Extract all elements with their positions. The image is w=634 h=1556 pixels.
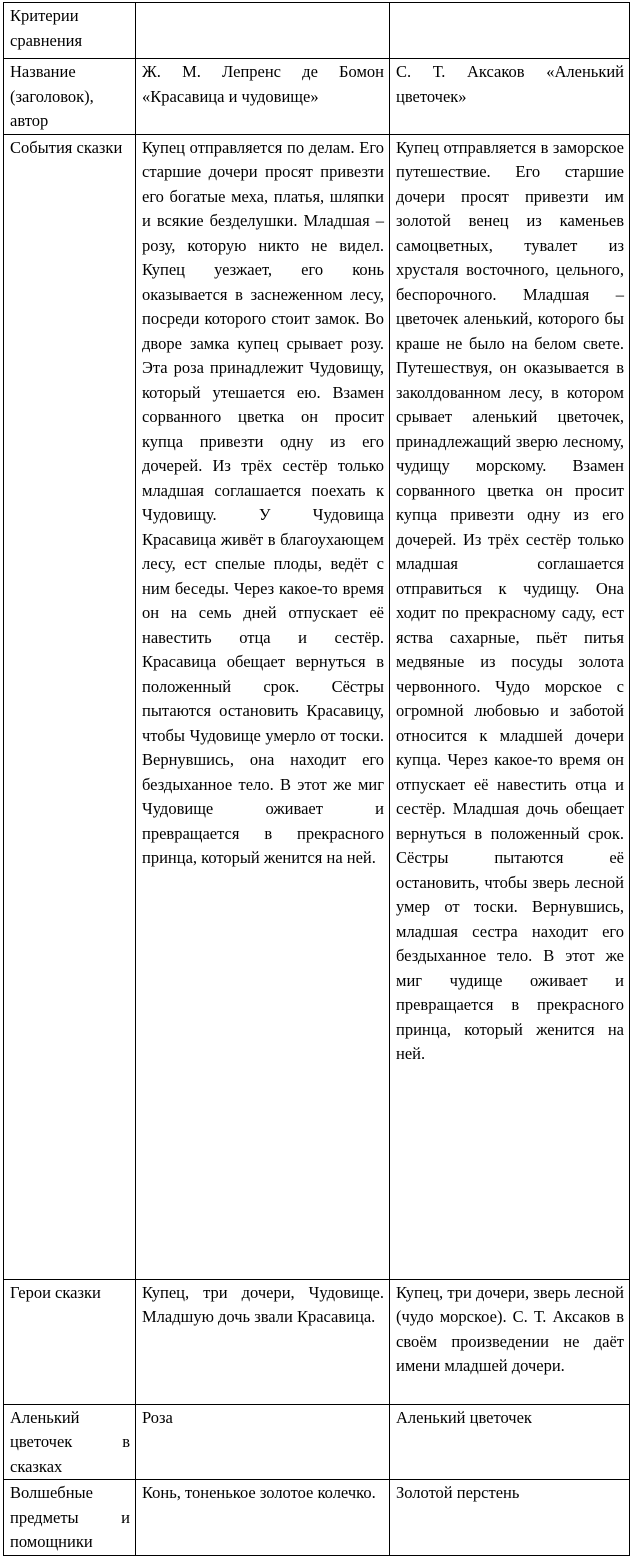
criteria-header-label: Критерии сравнения: [10, 6, 83, 50]
aksakov-heroes: Купец, три дочери, зверь лесной (чудо морское). С. Т. Аксаков в своём произведении не даёт имени младшей дочери.: [396, 1282, 624, 1375]
table-row: [4, 1279, 630, 1404]
header-cell-beaumont: [136, 3, 390, 59]
beaumont-cell: [136, 1480, 390, 1556]
aksakov-title: С. Т. Аксаков «Аленький цветочек»: [396, 62, 624, 106]
aksakov-cell: [390, 1480, 630, 1556]
beaumont-cell: [136, 59, 390, 135]
row-label-cell: [4, 134, 136, 1279]
row-label-flower: Аленький цветочек в сказках: [10, 1407, 130, 1476]
row-label-events: События сказки: [10, 137, 123, 157]
aksakov-events: Купец отправляется в заморское путешествие. Его старшие дочери просят привезти им золотой венец из каменьев самоцветных, тувалет из хрусталя восточного, цельного, беспорочного. Младшая – цветочек аленький, которого бы краше не было на белом свете. Путешествуя, он оказывается в заколдованном лесу, в котором срывает аленький цветочек, принадлежащий зверю лесному, чудищу морскому. Взамен сорванного цветка он просит купца привезти одну из его дочерей. Из трёх сестёр только младшая соглашается отправиться к чудищу. Она ходит по прекрасному саду, ест яства сахарные, пьёт питья медвяные из посуды золота червонного. Чудо морское с огромной любовью и заботой относится к младшей дочери купца. Через какое-то время он отпускает её навестить отца и сестёр. Младшая дочь обещает вернуться в положенный срок. Сёстры пытаются её остановить, чтобы зверь лесной умер от тоски. Вернувшись, младшая сестра находит его бездыханное тело. В этот же миг чудище оживает и превращается в прекрасного принца, который женится на ней.: [396, 137, 624, 1063]
header-cell-aksakov: [390, 3, 630, 59]
table-row: [4, 134, 630, 1279]
row-label-cell: [4, 1480, 136, 1556]
aksakov-cell: [390, 134, 630, 1279]
beaumont-heroes: Купец, три дочери, Чудовище. Младшую дочь звали Красавица.: [142, 1282, 384, 1326]
table-row: [4, 1480, 630, 1556]
aksakov-magic-items: Золотой перстень: [396, 1483, 520, 1502]
row-label-cell: [4, 1279, 136, 1404]
table-row: [4, 59, 630, 135]
table-header-row: [4, 3, 630, 59]
aksakov-cell: [390, 1279, 630, 1404]
beaumont-events: Купец отправляется по делам. Его старшие дочери просят привезти его богатые меха, платья, шляпки и всякие безделушки. Младшая – розу, которую никто не видел. Купец уезжает, его конь оказывается в заснеженном лесу, посреди которого стоит замок. Во дворе замка купец срывает розу. Эта роза принадлежит Чудовищу, который утешается ею. Взамен сорванного цветка он просит купца привезти одну из его дочерей. Из трёх сестёр только младшая соглашается поехать к Чудовищу. У Чудовища Красавица живёт в благоухающем лесу, ест спелые плоды, ведёт с ним беседы. Через какое-то время он на семь дней отпускает её навестить отца и сестёр. Красавица обещает вернуться в положенный срок. Сёстры пытаются остановить Красавицу, чтобы Чудовище умерло от тоски. Вернувшись, она находит его бездыханное тело. В этот же миг Чудовище оживает и превращается в прекрасного принца, который женится на ней.: [142, 137, 384, 867]
aksakov-flower: Аленький цветочек: [396, 1407, 532, 1427]
criteria-header-cell: [4, 3, 136, 59]
beaumont-flower: Роза: [142, 1407, 173, 1427]
table-row: [4, 1404, 630, 1480]
row-label-title-author: Название (заголовок), автор: [10, 62, 94, 130]
beaumont-cell: [136, 1404, 390, 1480]
row-label-cell: [4, 1404, 136, 1480]
row-label-cell: [4, 59, 136, 135]
beaumont-title: Ж. М. Лепренс де Бомон «Красавица и чудовище»: [142, 62, 384, 106]
beaumont-cell: [136, 1279, 390, 1404]
aksakov-cell: [390, 59, 630, 135]
row-label-heroes: Герои сказки: [10, 1282, 101, 1302]
aksakov-cell: [390, 1404, 630, 1480]
beaumont-magic-items: Конь, тоненькое золотое колечко.: [142, 1483, 376, 1502]
comparison-table: [3, 2, 630, 1556]
beaumont-cell: [136, 134, 390, 1279]
row-label-magic-items: Волшебные предметы и помощники: [10, 1483, 130, 1551]
